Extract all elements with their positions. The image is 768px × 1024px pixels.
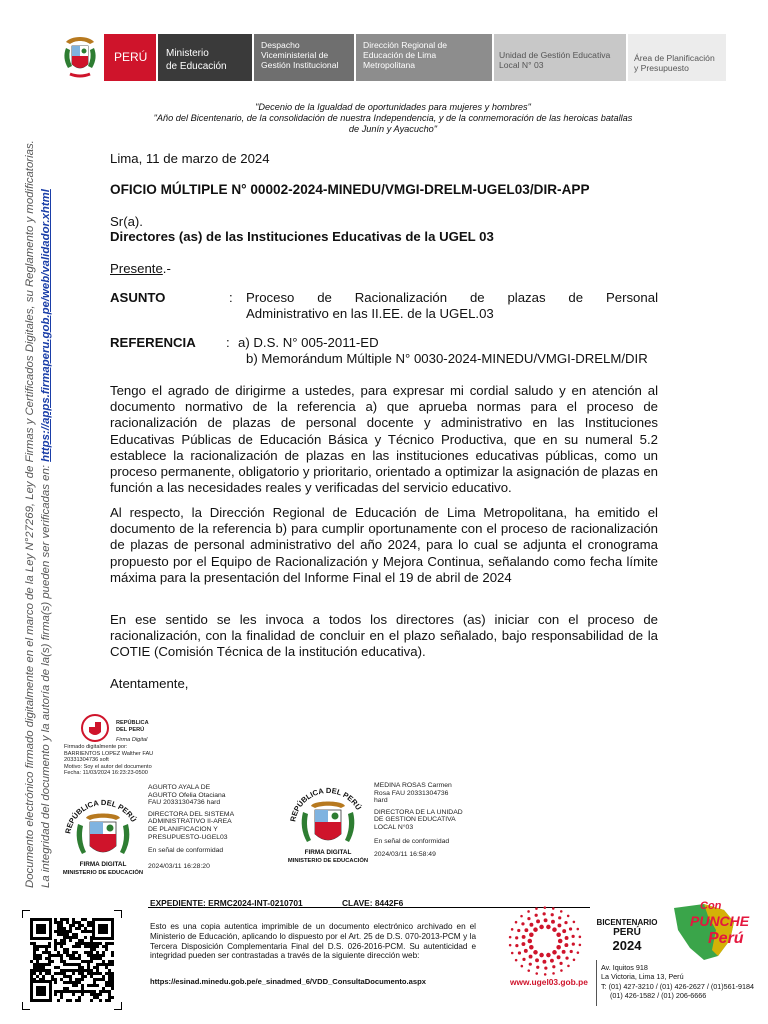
small-seal-republica-line2: DEL PERÚ — [116, 726, 145, 733]
sig-1-details — [148, 784, 234, 870]
header-area-block — [628, 34, 726, 81]
address-line-3: T: (01) 427-3210 / (01) 426-2627 / (01)561-9184 — [601, 981, 755, 991]
side-legal-text-line1 — [24, 140, 36, 888]
address-block — [601, 963, 754, 1001]
con-word: Con — [700, 900, 722, 912]
decenio-line1: "Decenio de la Igualdad de oportunidades para mujeres y hombres" — [255, 102, 531, 112]
oficio-number: OFICIO MÚLTIPLE N° 00002-2024-MINEDU/VMGI-DRELM-UGEL03/DIR-APP — [110, 182, 590, 197]
qr-code-icon[interactable] — [22, 910, 122, 1010]
small-peru-seal-icon — [80, 713, 110, 743]
ugel-web[interactable]: www.ugel03.gob.pe — [510, 977, 588, 987]
sig-1-role-4: PRESUPUESTO-UGEL03 — [148, 833, 228, 841]
header-despacho-block — [254, 34, 354, 81]
asunto-colon: : — [229, 290, 233, 305]
sig-1-role-2: ADMINISTRATIVO II-AREA — [148, 818, 232, 826]
sig-1-name-3: FAU 20331304736 hard — [148, 799, 221, 807]
punche-word: PUNCHE — [690, 913, 750, 929]
sig-2-role-1: DIRECTORA DE LA UNIDAD — [374, 808, 463, 816]
place-date: Lima, 11 de marzo de 2024 — [110, 151, 270, 166]
decenio-line3: de Junín y Ayacucho" — [348, 124, 438, 134]
address-line-2: La Victoria, Lima 13, Perú — [601, 972, 684, 982]
salutation: Sr(a). — [110, 214, 143, 229]
side-legal-text-line2 — [40, 189, 52, 888]
seal-2-firma-digital-icon — [283, 784, 373, 864]
clave: CLAVE: 8442F6 — [342, 898, 404, 908]
copy-text: Esto es una copia autentica imprimible de un documento electrónico archivado en el Ministerio de Educación, aplicando lo dispuesto por el Art. 25 de D.S. 070-2013-PCM y la Tercera Disposición Complementaria Final del D.S. 026-2016-PCM. Su autenticidad e integridad pueden ser contrastadas a través de la siguiente dirección web: — [150, 922, 476, 961]
header-ministerio-line2: de Educación — [166, 60, 227, 72]
asunto-line1: Proceso de Racionalización de plazas de Personal — [246, 290, 658, 305]
header-area-line2: y Presupuesto — [634, 63, 689, 73]
header-unidad-line2: Local N° 03 — [499, 60, 544, 70]
small-seal-firma: Firma Digital — [116, 737, 148, 743]
header-despacho-line1: Despacho — [261, 40, 300, 50]
paragraph-3: En ese sentido se les invoca a todos los directores (as) iniciar con el proceso de racionalización, con la finalidad de concluir en el plazo señalado, bajo responsabilidad de la COTIE (Comisión Técnica de la institución educativa). — [110, 612, 658, 660]
bicentenario-peru: PERÚ — [613, 927, 641, 938]
header-unidad-line1: Unidad de Gestión Educativa — [499, 50, 611, 60]
header-ministerio-block — [158, 34, 252, 81]
header-direccion-block — [356, 34, 492, 81]
presente-suffix: .- — [162, 261, 171, 276]
seal-2-firma-digital: FIRMA DIGITAL — [304, 849, 352, 856]
small-seal-detail-2: BARRIENTOS LOPEZ Walther FAU — [64, 750, 154, 757]
asunto-line2: Administrativo en las II.EE. de la UGEL.03 — [246, 306, 494, 322]
header-peru-block — [104, 34, 156, 81]
address-line-1: Av. Iquitos 918 — [601, 963, 648, 972]
bicentenario-word: BICENTENARIO — [596, 918, 658, 927]
seal-1-ministerio: MINISTERIO DE EDUCACIÓN — [62, 870, 144, 876]
header-direccion-line3: Metropolitana — [363, 60, 416, 70]
small-seal-republica-line1: REPÚBLICA — [116, 720, 149, 726]
decenio-line2: "Año del Bicentenario, de la consolidación de nuestra Independencia, y de la conmemoración de las heroicas batallas — [153, 113, 633, 123]
header-area-line1: Área de Planificación — [634, 53, 715, 63]
header-peru-text: PERÚ — [114, 50, 148, 64]
sig-1-name-2: AGURTO Ofelia Otaciana — [148, 791, 226, 799]
bicentenario-sun-logo — [500, 903, 590, 979]
recipients: Directores (as) de las Instituciones Educativas de la UGEL 03 — [110, 229, 494, 244]
header-unidad-block — [494, 34, 626, 81]
referencia-label: REFERENCIA — [110, 335, 196, 350]
bicentenario-year: 2024 — [612, 938, 642, 953]
paragraph-1: Tengo el agrado de dirigirme a ustedes, para expresar mi cordial saludo y en atención al documento normativo de la referencia a) que aprueba normas para el proceso de racionalización de plazas de personal docente y administrativo en las Instituciones Educativas Públicas de Educación Básica y Técnico Productiva, que en su numeral 5.2 establece la racionalización de plazas en las instituciones educativas públicas, como un proceso permanente, obligatorio y prioritario, orientado a optimizar la asignación de plazas en función a las necesidades reales y verificadas del servicio educativo. — [110, 383, 658, 496]
sig-2-name-3: hard — [374, 797, 388, 805]
sig-2-name-1: MEDINA ROSAS Carmen — [374, 782, 452, 789]
validator-link[interactable]: https://apps.firmaperu.gob.pe/web/validador.xhtml — [40, 189, 52, 462]
verification-url[interactable]: https://esinad.minedu.gob.pe/e_sinadmed_6/VDD_ConsultaDocumento.aspx — [150, 977, 426, 986]
seal-2-ministerio: MINISTERIO DE EDUCACIÓN — [287, 858, 369, 864]
presente — [110, 261, 658, 277]
sig-1-role-3: DE PLANIFICACION Y — [148, 825, 218, 833]
seal-2-top-text: REPÚBLICA DEL PERÚ — [288, 785, 364, 823]
sig-1-name-1: AGURTO AYALA DE — [148, 784, 211, 791]
small-seal-republica — [116, 720, 149, 733]
sig-1-conformidad: En señal de conformidad — [148, 847, 224, 855]
sig-2-name-2: Rosa FAU 20331304736 — [374, 789, 449, 797]
sig-1-role-1: DIRECTORA DEL SISTEMA — [148, 810, 235, 818]
referencia-b: b) Memorándum Múltiple N° 0030-2024-MINEDU/VMGI-DRELM/DIR — [246, 351, 648, 366]
sig-2-role-2: DE GESTION EDUCATIVA — [374, 816, 456, 824]
small-seal-detail-3: 20331304736 soft — [64, 757, 109, 764]
seal-1-firma-digital: FIRMA DIGITAL — [79, 861, 127, 868]
sig-2-date: 2024/03/11 16:58:49 — [374, 851, 436, 859]
header-despacho-line3: Gestión Institucional — [261, 60, 339, 70]
decenio-block — [108, 102, 678, 135]
sig-2-conformidad: En señal de conformidad — [374, 837, 450, 845]
seal-1-top-text: REPÚBLICA DEL PERÚ — [63, 797, 139, 835]
presente-word: Presente — [110, 261, 163, 276]
asunto-text — [246, 290, 658, 322]
peru-coat-of-arms-logo — [60, 34, 100, 82]
asunto-label: ASUNTO — [110, 290, 166, 305]
referencia-a: a) D.S. N° 005-2011-ED — [238, 335, 379, 350]
bicentenario-text — [594, 918, 660, 953]
seal-1-firma-digital-icon — [58, 796, 148, 876]
header-ministerio-line1: Ministerio — [166, 48, 209, 59]
address-line-4: (01) 426-1582 / (01) 206-6666 — [610, 991, 707, 1001]
expediente: EXPEDIENTE: ERMC2024-INT-0210701 — [150, 898, 303, 908]
header-despacho-line2: Viceministerial de — [261, 50, 329, 60]
con-punche-peru-logo — [664, 900, 768, 962]
side-legal-text: Documento electrónico firmado digitalmente en el marco de la Ley N°27269, Ley de Firmas y Certificados Digitales, su Reglamento y modificatorias. — [24, 140, 36, 888]
peru-word: Perú — [708, 930, 744, 947]
side-verify-text: La integridad del documento y la autoría de la(s) firma(s) pueden ser verificadas en: — [40, 465, 52, 888]
closing: Atentamente, — [110, 676, 189, 691]
sig-2-details — [374, 782, 463, 859]
sig-2-role-3: LOCAL N°03 — [374, 823, 414, 831]
small-seal-detail-5: Fecha: 11/03/2024 16:23:23-0500 — [64, 770, 148, 777]
address-divider — [596, 960, 597, 1006]
paragraph-2: Al respecto, la Dirección Regional de Educación de Lima Metropolitana, ha emitido el documento de la referencia b) para cumplir oportunamente con el proceso de racionalización de plazas de personal administrativo del año 2024, para lo cual se adjunta el cronograma propuesto por el Equipo de Racionalización y Mejora Continua, señalando como fecha límite máxima para la presentación del Informe Final el 19 de abril de 2024 — [110, 505, 658, 585]
header-direccion-line2: Educación de Lima — [363, 50, 437, 60]
header-direccion-line1: Dirección Regional de — [363, 40, 448, 50]
small-seal-detail-4: Motivo: Soy el autor del documento — [64, 763, 152, 770]
sig-1-date: 2024/03/11 16:28:20 — [148, 862, 210, 870]
small-seal-details — [64, 744, 153, 777]
referencia-colon: : — [226, 335, 230, 350]
small-seal-detail-1: Firmado digitalmente por: — [64, 744, 128, 750]
